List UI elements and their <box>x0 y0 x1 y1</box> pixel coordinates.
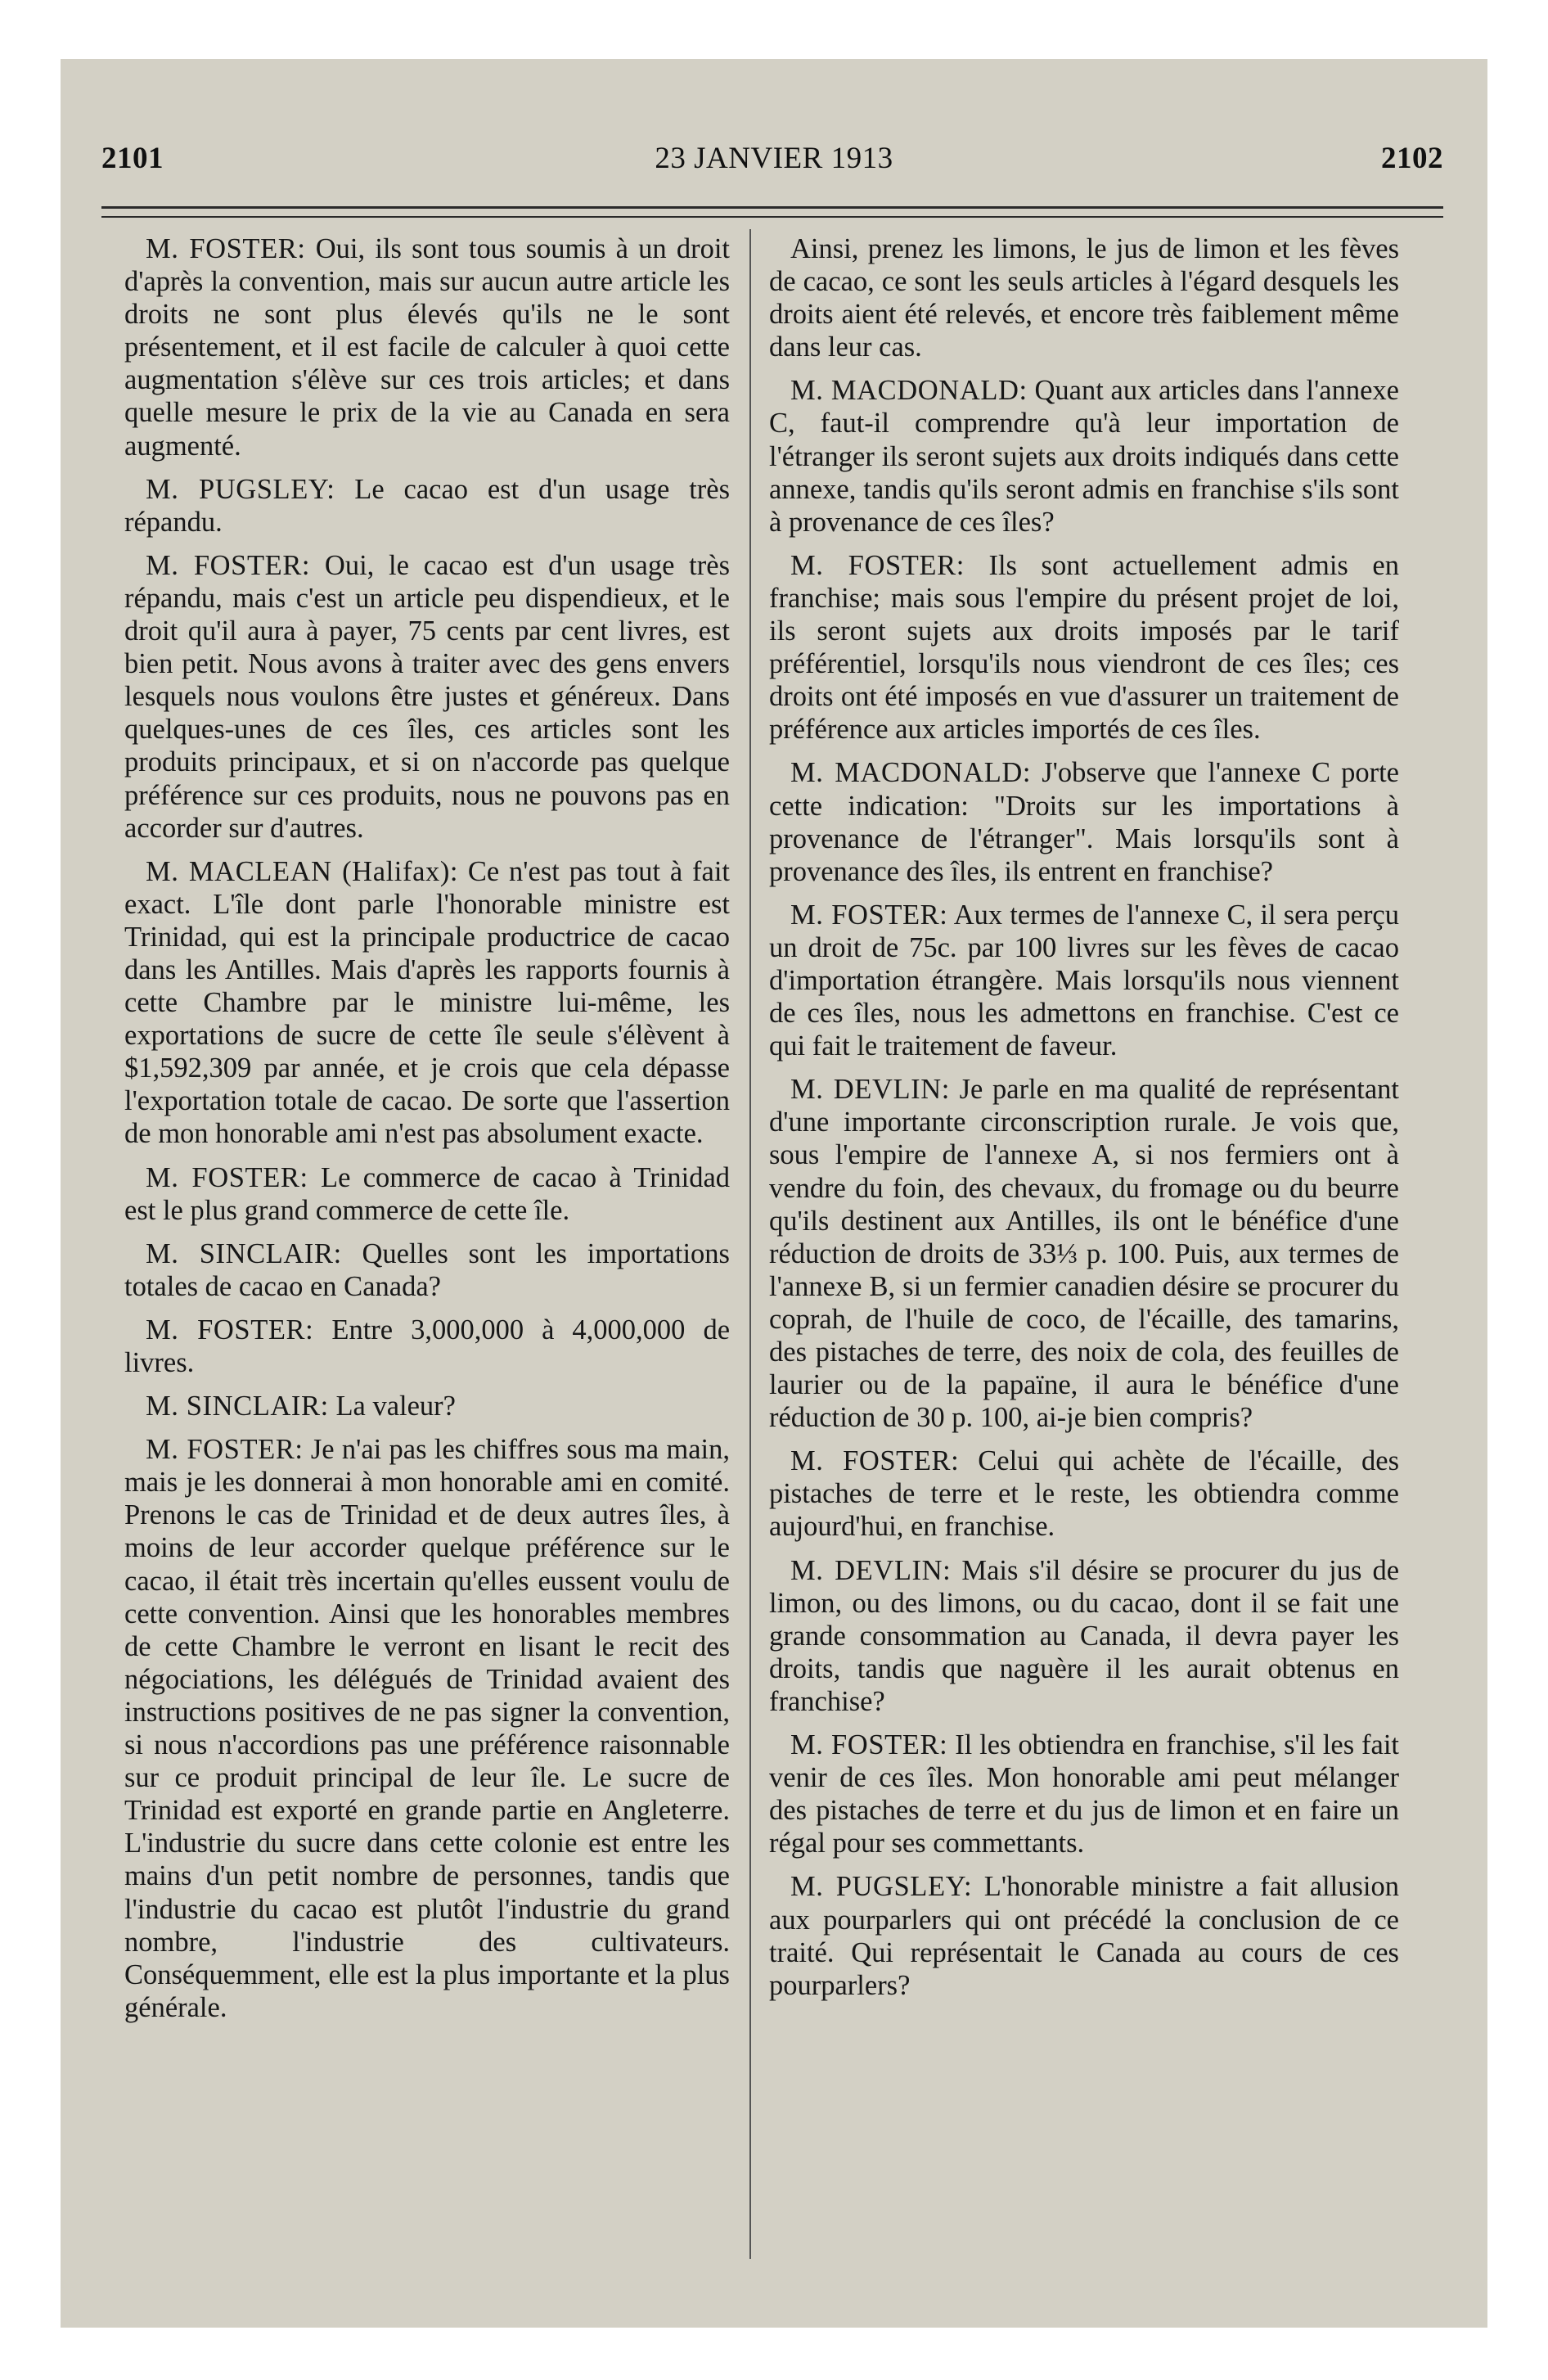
speaker-name: M. FOSTER: <box>146 549 311 581</box>
speaker-name: M. FOSTER: <box>790 1445 960 1477</box>
speaker-name: M. SINCLAIR: <box>146 1391 329 1422</box>
speaker-name: M. FOSTER: <box>790 1729 948 1761</box>
speaker-name: M. PUGSLEY: <box>790 1871 973 1903</box>
speech-text: Je parle en ma qualité de représentant d'une importante circonscription rurale. Je vois que, sous l'empire de l'annexe A, si nos fermiers ont à vendre du foin, des chevaux, du fromage ou du beurre qu'ils destinent aux Antilles, ils ont le bénéfice d'une réduction de droits de 33⅓ p. 100. Puis, aux termes de l'annexe B, si un fermier canadien désire se procurer du coprah, de l'huile de coco, de l'écaille, des tamarins, des pistaches de terre, des noix de cola, des feuilles de laurier ou de la papaïne, il aura le bénéfice d'une réduction de 30 p. 100, ai-je bien compris? <box>769 1074 1399 1434</box>
scanned-page <box>61 59 1487 2328</box>
page-number-left: 2101 <box>101 142 164 175</box>
speech-text: Mais s'il désire se procurer du jus de limon, ou des limons, ou du cacao, dont il se fait une grande consommation au Canada, il devra payer les droits, tandis que naguère il les aurait obtenus en franchise? <box>769 1554 1400 1717</box>
paragraph <box>769 756 1399 887</box>
paragraph <box>124 1161 730 1227</box>
paragraph <box>124 549 730 845</box>
paragraph <box>124 855 730 1151</box>
paragraph <box>124 1237 730 1303</box>
speaker-name: M. SINCLAIR: <box>146 1237 342 1269</box>
paragraph <box>124 473 730 539</box>
paragraph <box>769 232 1399 363</box>
speech-text: Celui qui achète de l'écaille, des pistaches de terre et le reste, les obtiendra comme aujourd'hui, en franchise. <box>769 1445 1400 1543</box>
speaker-name: M. MACDONALD: <box>790 757 1032 789</box>
paragraph <box>769 1729 1399 1859</box>
speech-text: La valeur? <box>335 1391 456 1422</box>
speech-text: Ils sont actuellement admis en franchise; mais sous l'empire du présent projet de loi, ils seront sujets aux droits imposés par le tarif préférentiel, lorsqu'ils nous viendront de ces îles; ces droits ont été imposés en vue d'assurer un traitement de préférence aux articles importés de ces îles. <box>769 549 1399 746</box>
paragraph <box>769 1445 1399 1543</box>
paragraph <box>769 1870 1399 2001</box>
paragraph <box>769 1073 1399 1434</box>
header-rule-thick <box>101 206 1443 209</box>
paragraph <box>124 1433 730 2024</box>
speaker-name: M. FOSTER: <box>790 899 948 931</box>
speech-text: Oui, le cacao est d'un usage très répandu, mais c'est un article peu dispendieux, et le droit qu'il aura à payer, 75 cents par cent livres, est bien petit. Nous avons à traiter avec des gens envers lesquels nous voulons être justes et généreux. Dans quelques-unes de ces îles, ces articles sont les produits principaux, et si on n'accorde pas quelque préférence sur ces produits, nous ne pouvons pas en accorder sur d'autres. <box>124 549 730 844</box>
right-column <box>769 232 1399 2013</box>
left-column <box>124 232 730 2035</box>
speech-text: L'honorable ministre a fait allusion aux pourparlers qui ont précédé la conclusion de ce traité. Qui représentait le Canada au cours de ces pourparlers? <box>769 1871 1399 2001</box>
speaker-name: M. DEVLIN: <box>790 1554 952 1586</box>
speaker-name: M. FOSTER: <box>790 549 965 581</box>
speech-text: Entre 3,000,000 à 4,000,000 de livres. <box>124 1314 731 1378</box>
speech-text: Quelles sont les importations totales de cacao en Canada? <box>124 1237 730 1302</box>
header-rule-thin <box>101 216 1443 218</box>
page-date-header: 23 JANVIER 1913 <box>655 142 893 175</box>
speech-text: J'observe que l'annexe C porte cette indication: "Droits sur les importations à provenance de l'étranger". Mais lorsqu'ils sont à provenance des îles, ils entrent en franchise? <box>769 757 1399 887</box>
speaker-name: M. FOSTER: <box>146 1314 314 1346</box>
paragraph <box>124 1314 730 1379</box>
paragraph <box>124 232 730 462</box>
paragraph <box>769 899 1399 1062</box>
speech-text: Ce n'est pas tout à fait exact. L'île dont parle l'honorable ministre est Trinidad, qui est la principale productrice de cacao dans les Antilles. Mais d'après les rapports fournis à cette Chambre par le ministre lui-même, les exportations de sucre de cette île seule s'élèvent à $1,592,309 par année, et je crois que cela dépasse l'exportation totale de cacao. De sorte que l'assertion de mon honorable ami n'est pas absolument exacte. <box>124 855 731 1150</box>
speech-text: Aux termes de l'annexe C, il sera perçu un droit de 75c. par 100 livres sur les fèves de cacao d'importation étrangère. Mais lorsqu'ils nous viennent de ces îles, nous les admettons en franchise. C'est ce qui fait le traitement de faveur. <box>769 899 1399 1062</box>
paragraph <box>769 374 1399 538</box>
paragraph <box>769 1554 1399 1718</box>
speech-text: Je n'ai pas les chiffres sous ma main, mais je les donnerai à mon honorable ami en comité. Prenons le cas de Trinidad et de deux autres îles, à moins de leur accorder quelque préférence sur le cacao, il était très incertain qu'elles eussent voulu de cette convention. Ainsi que les honorables membres de cette Chambre le verront en lisant le recit des négociations, les délégués de Trinidad avaient des instructions positives de ne pas signer la convention, si nous n'accordions pas une préférence raisonnable sur ce produit principal de leur île. Le sucre de Trinidad est exporté en grande partie en Angleterre. L'industrie du sucre dans cette colonie est entre les mains d'un petit nombre de personnes, tandis que l'industrie du cacao est plutôt l'industrie du grand nombre, l'industrie des cultivateurs. Conséquemment, elle est la plus importante et la plus générale. <box>124 1434 730 2023</box>
speaker-name: M. FOSTER: <box>146 1434 304 1466</box>
speaker-name: M. MACDONALD: <box>790 375 1028 407</box>
speech-text: Oui, ils sont tous soumis à un droit d'après la convention, mais sur aucun autre article les droits ne sont plus élevés qu'ils ne le sont présentement, et il est facile de calculer à quoi cette augmentation s'élève sur ces trois articles; et dans quelle mesure le prix de la vie au Canada en sera augmenté. <box>124 233 730 462</box>
speech-text: Il les obtiendra en franchise, s'il les fait venir de ces îles. Mon honorable ami peut mélanger des pistaches de terre et du jus de limon et en faire un régal pour ses commettants. <box>769 1729 1400 1859</box>
paragraph <box>769 549 1399 746</box>
speaker-name: M. FOSTER: <box>146 233 306 264</box>
speaker-name: M. FOSTER: <box>146 1161 308 1193</box>
column-divider <box>749 229 751 2259</box>
speaker-name: M. DEVLIN: <box>790 1074 950 1106</box>
speech-text: Ainsi, prenez les limons, le jus de limon et les fèves de cacao, ce sont les seuls articles à l'égard desquels les droits aient été relevés, et encore très faiblement même dans leur cas. <box>769 233 1399 363</box>
speech-text: Le commerce de cacao à Trinidad est le plus grand commerce de cette île. <box>124 1161 731 1226</box>
speaker-name: M. MACLEAN (Halifax): <box>146 855 459 887</box>
paragraph <box>124 1390 730 1422</box>
page-number-right: 2102 <box>1381 142 1443 175</box>
speech-text: Le cacao est d'un usage très répandu. <box>124 473 731 538</box>
speaker-name: M. PUGSLEY: <box>146 473 335 505</box>
speech-text: Quant aux articles dans l'annexe C, faut-il comprendre qu'à leur importation de l'étranger ils seront sujets aux droits indiqués dans cette annexe, tandis qu'ils seront admis en franchise s'ils sont à provenance de ces îles? <box>769 375 1399 538</box>
